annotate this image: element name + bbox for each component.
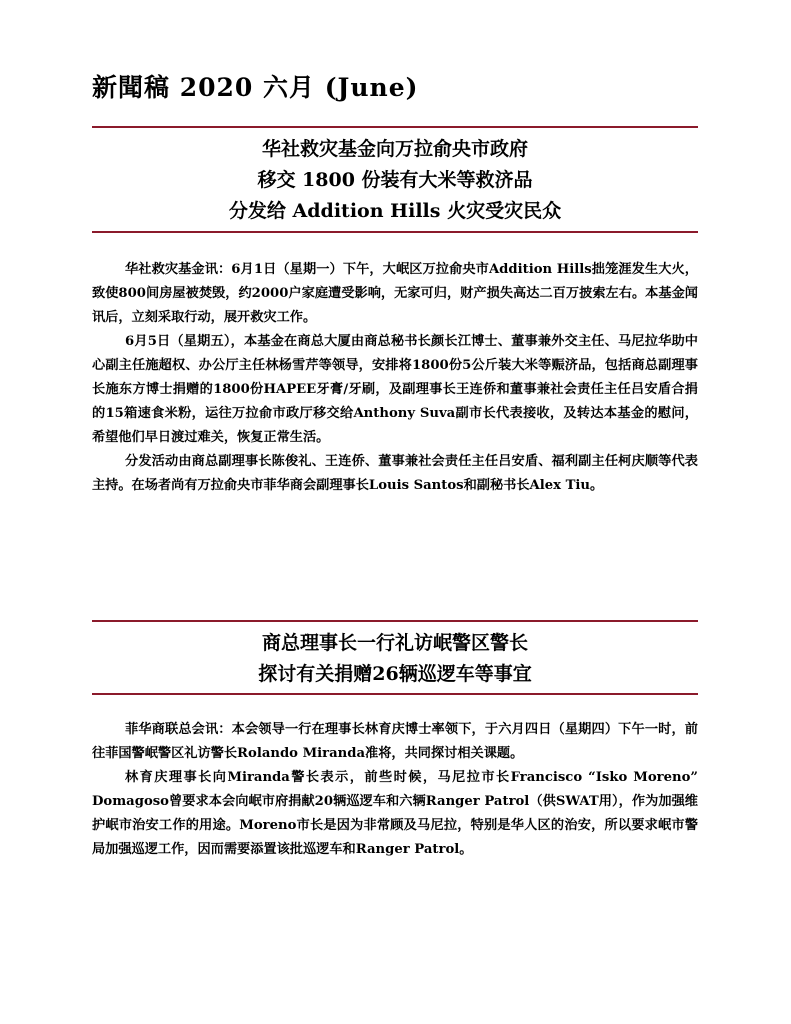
page-title: 新聞稿 2020 六月 (June) — [92, 73, 419, 102]
headline-line: 移交 1800 份装有大米等救济品 — [257, 169, 533, 191]
paragraph: 6月5日（星期五），本基金在商总大厦由商总秘书长颜长江博士、董事兼外交主任、马尼拉华助中心副主任施超权、办公厅主任林杨雪芹等领导，安排将1800份5公斤装大米等赈济品，包括商总副理事长施东方博士捐赠的1800份HAPEE牙膏/牙刷，及副理事长王连侨和董事兼社会责任主任吕安盾合捐的15箱速食米粉，运往万拉俞市政厅移交给Anthony Suva副市长代表接收，及转达本基金的慰问，希望他们早日渡过难关，恢复正常生活。 — [92, 334, 698, 445]
headline-line: 华社救灾基金向万拉俞央市政府 — [261, 138, 528, 160]
divider — [92, 231, 698, 233]
paragraph: 林育庆理事长向Miranda警长表示，前些时候，马尼拉市长Francisco “Isko Moreno” Domagoso曾要求本会向岷市府捐献20辆巡逻车和六辆Ranger Patrol（供SWAT用），作为加强维护岷市治安工作的用途。Moreno市长是因为非常顾及马尼拉，特别是华人区的治安，所以要求岷市警局加强巡逻工作，因而需要添置该批巡逻车和Ranger Patrol。 — [92, 770, 698, 857]
headline-line: 商总理事长一行礼访岷警区警长 — [261, 632, 528, 654]
article-2-headline — [92, 628, 698, 690]
article-1-body — [92, 258, 698, 498]
divider — [92, 126, 698, 128]
paragraph: 分发活动由商总副理事长陈俊礼、王连侨、董事兼社会责任主任吕安盾、福利副主任柯庆顺等代表主持。在场者尚有万拉俞央市菲华商会副理事长Louis Santos和副秘书长Alex Tiu。 — [92, 454, 698, 493]
divider — [92, 693, 698, 695]
divider — [92, 620, 698, 622]
article-2-body — [92, 718, 698, 862]
headline-line: 分发给 Addition Hills 火灾受灾民众 — [228, 200, 562, 222]
headline-line: 探讨有关捐赠26辆巡逻车等事宜 — [258, 663, 532, 685]
paragraph: 华社救灾基金讯：6月1日（星期一）下午，大岷区万拉俞央市Addition Hills拙笼涯发生大火，致使800间房屋被焚毁，约2000户家庭遭受影响，无家可归，财产损失高达二百万披索左右。本基金闻讯后，立刻采取行动，展开救灾工作。 — [92, 262, 698, 325]
paragraph: 菲华商联总会讯：本会领导一行在理事长林育庆博士率领下，于六月四日（星期四）下午一时，前往菲国警岷警区礼访警长Rolando Miranda准将，共同探讨相关课题。 — [92, 722, 698, 761]
article-1-headline — [92, 134, 698, 227]
